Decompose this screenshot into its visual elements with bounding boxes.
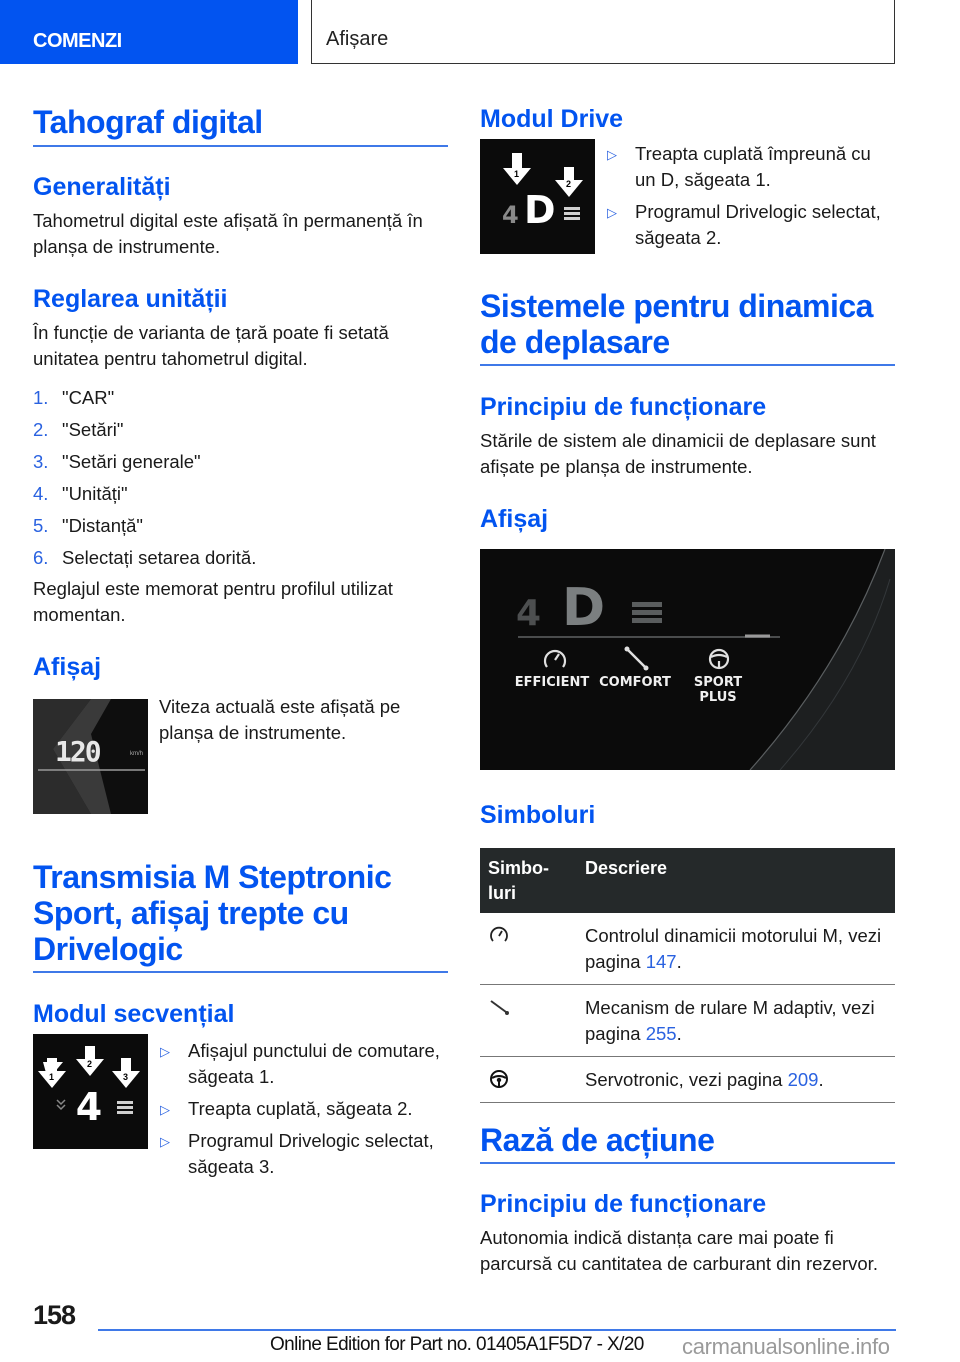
page-number: 158 — [33, 1300, 76, 1330]
watermark: carmanualsonline.info — [682, 1334, 890, 1359]
svg-text:3: 3 — [123, 1072, 129, 1082]
sequential-mode-image — [33, 1034, 148, 1149]
section-title-sisteme: Sistemele pentru dinamica de deplasare — [480, 288, 873, 360]
step-item: 3. "Setări generale" — [33, 451, 201, 472]
drive-mode-image — [480, 139, 595, 254]
paragraph-note: Reglajul este memorat pentru profilul utilizat momentan. — [33, 578, 393, 625]
svg-text:4: 4 — [516, 593, 542, 634]
table-row: Controlul dinamicii motorului M, vezi pagina 147. — [480, 913, 895, 985]
heading-afisaj-sisteme: Afișaj — [480, 505, 549, 533]
step-item: 6. Selectați setarea dorită. — [33, 547, 257, 568]
svg-text:D: D — [562, 578, 606, 638]
table-row: Mecanism de rulare M adaptiv, vezi pagina 255. — [480, 985, 895, 1057]
table-row: Servotronic, vezi pagina 209. — [480, 1057, 895, 1103]
svg-text:EFFICIENT: EFFICIENT — [514, 675, 590, 690]
heading-afisaj: Afișaj — [33, 653, 102, 681]
sequential-bullets — [159, 1038, 449, 1186]
triangle-bullet-icon: ▷ — [607, 147, 617, 162]
column-header-description: Descriere — [585, 858, 668, 878]
paragraph-principiu-sisteme: Stările de sistem ale dinamicii de deplasare sunt afișate pe planșa de instrumente. — [480, 430, 876, 477]
speed-value: 120 — [55, 735, 100, 768]
triangle-bullet-icon: ▷ — [160, 1044, 170, 1059]
heading-principiu-sisteme: Principiu de funcționare — [480, 393, 767, 421]
paragraph-reglare: În funcție de varianta de țară poate fi setată unitatea pentru tahometrul digital. — [33, 322, 389, 369]
step-item: 1. "CAR" — [33, 387, 115, 408]
steering-wheel-icon — [488, 1068, 510, 1090]
heading-secvential: Modul secvențial — [33, 1000, 235, 1028]
column-header-symbols: Simbo-luri — [488, 858, 549, 903]
svg-text:COMFORT: COMFORT — [599, 675, 671, 690]
svg-text:2: 2 — [87, 1059, 93, 1069]
heading-principiu-raza: Principiu de funcționare — [480, 1190, 767, 1218]
driving-dynamics-display-image — [480, 549, 895, 770]
svg-text:SPORT: SPORT — [693, 675, 743, 690]
triangle-bullet-icon: ▷ — [607, 205, 617, 220]
title-divider — [480, 1162, 895, 1164]
triangle-bullet-icon: ▷ — [160, 1134, 170, 1149]
heading-generalitati: Generalități — [33, 173, 171, 201]
svg-text:1: 1 — [49, 1072, 55, 1082]
svg-text:D: D — [524, 188, 556, 232]
bullet-item: ▷ Treapta cuplată, săgeata 2. — [159, 1096, 449, 1122]
svg-text:4: 4 — [75, 1085, 103, 1129]
section-tab-label: COMENZI — [33, 30, 122, 52]
paragraph-afisaj: Viteza actuală este afișată pe planșa de instrumente. — [159, 696, 401, 743]
chapter-header — [311, 0, 895, 64]
heading-reglare: Reglarea unității — [33, 285, 228, 313]
paragraph-generalitati: Tahometrul digital este afișată în permanență în planșa de instrumente. — [33, 210, 423, 257]
page-link-255[interactable]: 255 — [645, 1023, 677, 1044]
speed-unit: km/h — [130, 751, 144, 757]
bullet-item: ▷ Afișajul punctului de comutare, săgeata 1. — [160, 1040, 440, 1087]
title-divider — [33, 971, 448, 973]
table-header — [480, 848, 895, 913]
edition-text: Online Edition for Part no. 01405A1F5D7 - X/20 — [270, 1334, 644, 1355]
step-item: 2. "Setări" — [33, 419, 124, 440]
section-title-transmisia: Transmisia M Steptronic Sport, afișaj trepte cu Drivelogic — [33, 859, 392, 967]
driving-dynamics-graphic — [480, 549, 895, 770]
heading-simboluri: Simboluri — [480, 801, 596, 829]
step-item: 5. "Distanță" — [33, 515, 144, 536]
paragraph-principiu-raza: Autonomia indică distanța care mai poate fi parcursă cu cantitatea de carburant din rezervor. — [480, 1227, 878, 1274]
steps-list — [33, 382, 448, 574]
page-link-209[interactable]: 209 — [787, 1069, 819, 1090]
bullet-item: ▷ Treapta cuplată împreună cu un D, săgeata 1. — [607, 143, 871, 190]
svg-text:4: 4 — [502, 201, 519, 229]
title-divider — [480, 364, 895, 366]
heading-modul-drive: Modul Drive — [480, 105, 624, 133]
svg-text:1: 1 — [514, 169, 520, 179]
step-item: 4. "Unități" — [33, 483, 128, 504]
footer-divider — [98, 1329, 896, 1331]
section-title-tahograf: Tahograf digital — [33, 104, 263, 140]
gauge-icon — [488, 924, 510, 946]
speed-display-image — [33, 699, 148, 814]
svg-text:2: 2 — [566, 179, 572, 189]
shock-absorber-icon — [488, 996, 510, 1018]
drive-mode-graphic — [480, 139, 595, 254]
page-link-147[interactable]: 147 — [645, 951, 677, 972]
title-divider — [33, 145, 448, 147]
sequential-mode-graphic — [33, 1034, 148, 1149]
bullet-item: ▷ Programul Drivelogic selectat, săgeata 2. — [607, 201, 881, 248]
symbols-table — [480, 848, 895, 1103]
triangle-bullet-icon: ▷ — [160, 1102, 170, 1117]
bullet-item: ▷ Programul Drivelogic selectat, săgeata 3. — [160, 1130, 434, 1177]
section-tab[interactable] — [0, 0, 298, 64]
section-title-raza: Rază de acțiune — [480, 1122, 715, 1158]
chapter-title: Afișare — [326, 28, 389, 50]
drive-bullets — [606, 141, 896, 257]
svg-text:PLUS: PLUS — [699, 690, 737, 705]
